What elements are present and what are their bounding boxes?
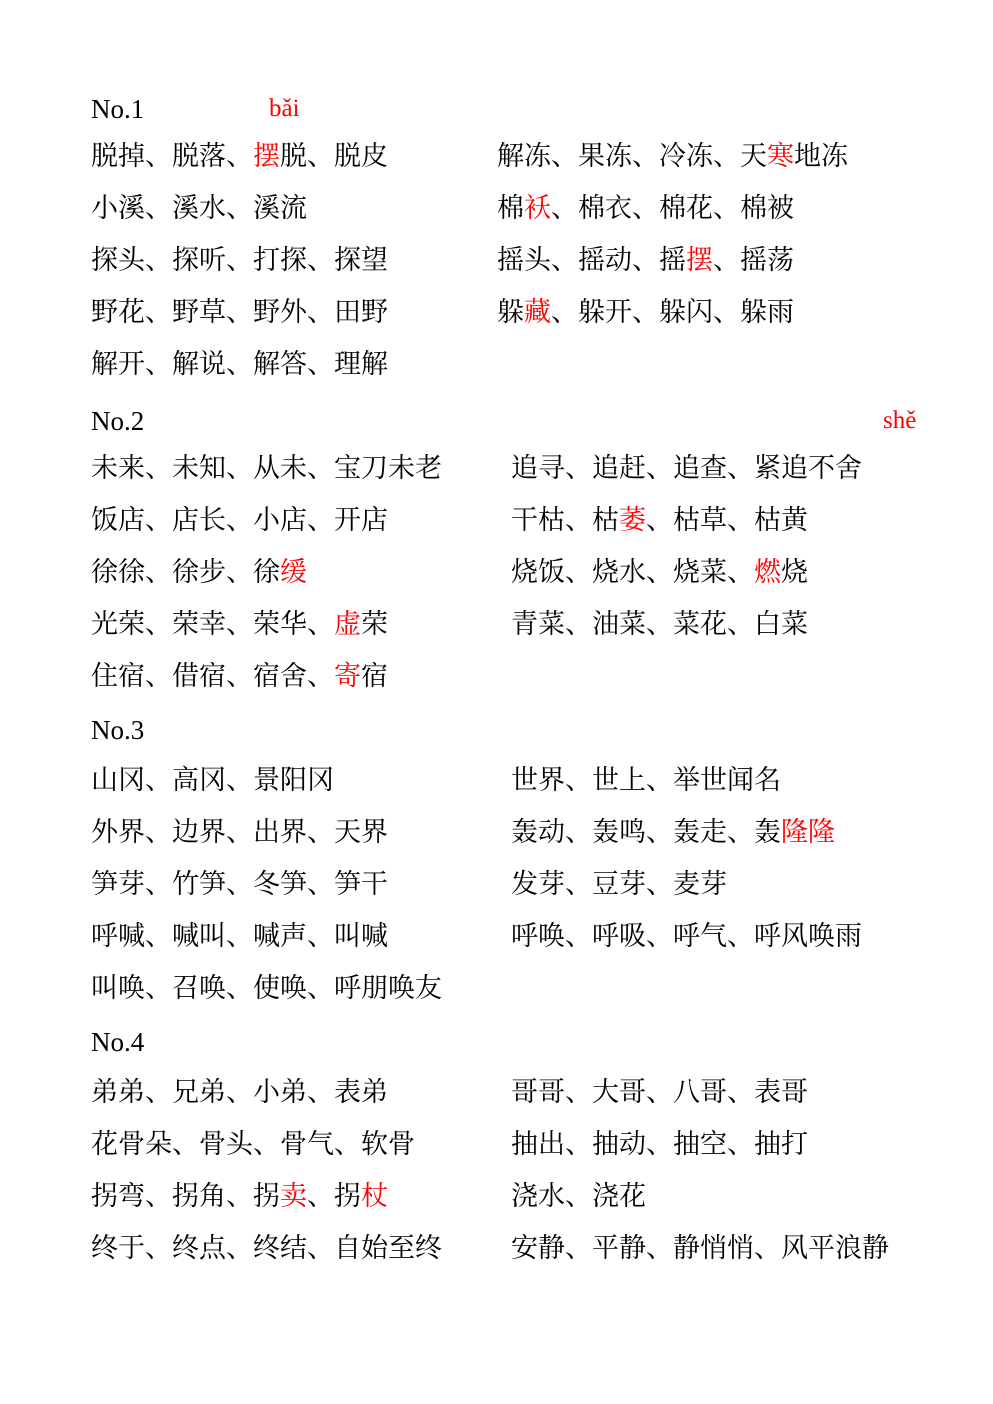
word-row-left — [91, 868, 388, 902]
word-text: 花骨朵、骨头、骨气、软骨 — [91, 1129, 415, 1160]
word-text: 住宿、借宿、宿舍、 — [91, 661, 334, 692]
word-text: 呼喊、喊叫、喊声、叫喊 — [91, 921, 388, 952]
word-text: 青菜、油菜、菜花、白菜 — [511, 609, 808, 640]
word-row-left — [91, 556, 307, 590]
word-row-right — [497, 192, 794, 226]
word-row-right — [511, 452, 862, 486]
word-row-right — [511, 1128, 808, 1162]
word-text: 浇水、浇花 — [511, 1181, 646, 1212]
word-row-left — [91, 296, 388, 330]
word-row-right — [511, 1076, 808, 1110]
word-text: 弟弟、兄弟、小弟、表弟 — [91, 1077, 388, 1108]
word-text: 未来、未知、从未、宝刀未老 — [91, 453, 442, 484]
word-text: 光荣、荣幸、荣华、 — [91, 609, 334, 640]
word-row-right — [497, 244, 794, 278]
word-text: 烧饭、烧水、烧菜、 — [511, 557, 754, 588]
highlighted-character: 缓 — [280, 557, 307, 588]
word-text: 宿 — [361, 661, 388, 692]
section-heading: No.1 — [91, 94, 145, 124]
highlighted-character: 燃 — [754, 557, 781, 588]
word-row-left — [91, 1128, 415, 1162]
highlighted-character: 寒 — [767, 141, 794, 172]
word-text: 解冻、果冻、冷冻、天 — [497, 141, 767, 172]
word-text: 脱掉、脱落、 — [91, 141, 253, 172]
word-text: 叫唤、召唤、使唤、呼朋唤友 — [91, 973, 442, 1004]
word-row-right — [511, 556, 808, 590]
word-text: 摇头、摇动、摇 — [497, 245, 686, 276]
highlighted-character: 萎 — [619, 505, 646, 536]
word-text: 安静、平静、静悄悄、风平浪静 — [511, 1233, 889, 1264]
word-text: 笋芽、竹笋、冬笋、笋干 — [91, 869, 388, 900]
word-row-right — [511, 1232, 889, 1266]
word-row-left — [91, 972, 442, 1006]
highlighted-character: 卖 — [280, 1181, 307, 1212]
word-text: 荣 — [361, 609, 388, 640]
highlighted-character: 藏 — [524, 297, 551, 328]
word-row-left — [91, 660, 388, 694]
word-text: 解开、解说、解答、理解 — [91, 349, 388, 380]
word-row-right — [511, 920, 862, 954]
word-text: 探头、探听、打探、探望 — [91, 245, 388, 276]
word-text: 野花、野草、野外、田野 — [91, 297, 388, 328]
word-row-left — [91, 504, 388, 538]
word-text: 、棉衣、棉花、棉被 — [551, 193, 794, 224]
section-heading: No.2 — [91, 406, 145, 436]
word-row-left — [91, 764, 334, 798]
pinyin-annotation: shě — [883, 407, 917, 434]
highlighted-character: 杖 — [361, 1181, 388, 1212]
word-row-left — [91, 920, 388, 954]
word-row-right — [511, 1180, 646, 1214]
word-text: 山冈、高冈、景阳冈 — [91, 765, 334, 796]
highlighted-character: 摆 — [253, 141, 280, 172]
word-text: 烧 — [781, 557, 808, 588]
word-text: 拐弯、拐角、拐 — [91, 1181, 280, 1212]
word-text: 哥哥、大哥、八哥、表哥 — [511, 1077, 808, 1108]
word-row-left — [91, 348, 388, 382]
word-row-right — [511, 868, 727, 902]
highlighted-character: 寄 — [334, 661, 361, 692]
pinyin-annotation: bǎi — [269, 95, 300, 122]
highlighted-character: 摆 — [686, 245, 713, 276]
highlighted-character: 袄 — [524, 193, 551, 224]
highlighted-character: 隆隆 — [781, 817, 835, 848]
word-row-left — [91, 192, 307, 226]
word-row-left — [91, 452, 442, 486]
word-row-left — [91, 816, 388, 850]
word-text: 外界、边界、出界、天界 — [91, 817, 388, 848]
word-row-right — [511, 608, 808, 642]
word-text: 饭店、店长、小店、开店 — [91, 505, 388, 536]
word-text: 、躲开、躲闪、躲雨 — [551, 297, 794, 328]
word-row-right — [497, 140, 848, 174]
word-text: 、拐 — [307, 1181, 361, 1212]
section-heading: No.3 — [91, 715, 145, 745]
word-row-left — [91, 244, 388, 278]
word-text: 脱、脱皮 — [280, 141, 388, 172]
word-row-right — [497, 296, 794, 330]
word-row-right — [511, 504, 808, 538]
word-text: 、枯草、枯黄 — [646, 505, 808, 536]
highlighted-character: 虚 — [334, 609, 361, 640]
word-text: 发芽、豆芽、麦芽 — [511, 869, 727, 900]
word-text: 干枯、枯 — [511, 505, 619, 536]
word-text: 棉 — [497, 193, 524, 224]
word-row-right — [511, 764, 781, 798]
word-text: 终于、终点、终结、自始至终 — [91, 1233, 442, 1264]
word-text: 地冻 — [794, 141, 848, 172]
word-text: 追寻、追赶、追查、紧追不舍 — [511, 453, 862, 484]
word-text: 徐徐、徐步、徐 — [91, 557, 280, 588]
word-row-left — [91, 140, 388, 174]
word-row-left — [91, 1076, 388, 1110]
word-row-left — [91, 1180, 388, 1214]
word-text: 世界、世上、举世闻名 — [511, 765, 781, 796]
word-text: 轰动、轰鸣、轰走、轰 — [511, 817, 781, 848]
word-row-right — [511, 816, 835, 850]
word-row-left — [91, 608, 388, 642]
word-row-left — [91, 1232, 442, 1266]
word-text: 抽出、抽动、抽空、抽打 — [511, 1129, 808, 1160]
section-heading: No.4 — [91, 1027, 145, 1057]
word-text: 躲 — [497, 297, 524, 328]
word-text: 呼唤、呼吸、呼气、呼风唤雨 — [511, 921, 862, 952]
word-text: 小溪、溪水、溪流 — [91, 193, 307, 224]
word-text: 、摇荡 — [713, 245, 794, 276]
